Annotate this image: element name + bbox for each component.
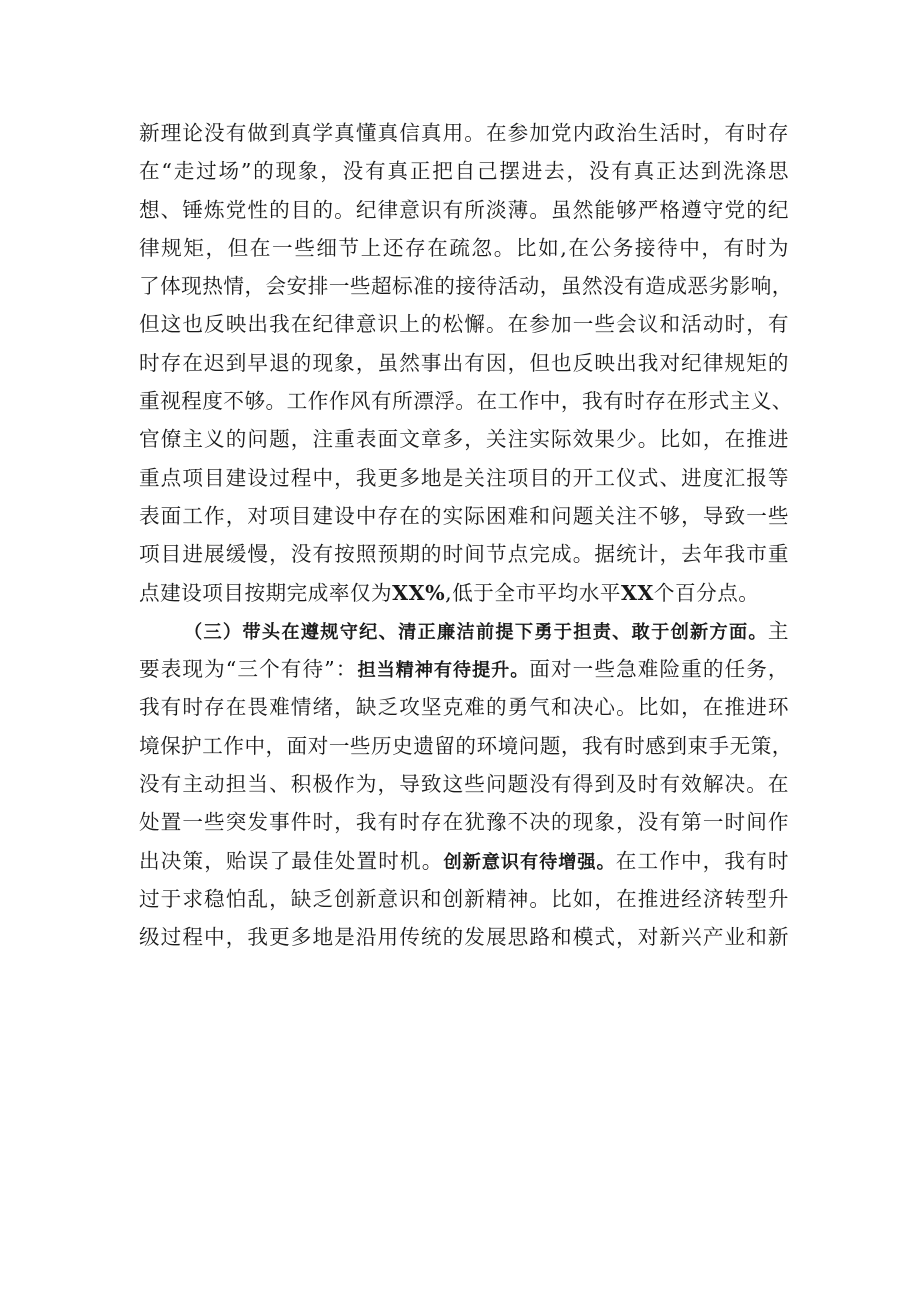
text-segment: 点建设项目按期完成率仅为 xyxy=(139,580,393,605)
section-heading-line xyxy=(139,612,789,650)
text-line: 时存在迟到早退的现象，虽然事出有因，但也反映出我对纪律规矩的 xyxy=(139,350,789,375)
text-line: 了体现热情，会安排一些超标准的接待活动，虽然没有造成恶劣影响， xyxy=(139,274,793,299)
text-line: 重点项目建设过程中，我更多地是关注项目的开工仪式、进度汇报等 xyxy=(139,465,789,490)
text-line: 在“走过场”的现象，没有真正把自己摆进去，没有真正达到洗涤思 xyxy=(139,159,789,184)
text-line: 处置一些突发事件时，我有时存在犹豫不决的现象，没有第一时间作 xyxy=(139,810,789,835)
text-line: 境保护工作中，面对一些历史遗留的环境问题，我有时感到束手无策， xyxy=(139,733,793,758)
text-line xyxy=(139,842,789,880)
text-line: 想、锤炼党性的目的。纪律意识有所淡薄。虽然能够严格遵守党的纪 xyxy=(139,197,789,222)
text-line xyxy=(139,650,789,688)
paragraph-end-line xyxy=(139,574,789,612)
section-heading: （三）带头在遵规守纪、清正廉洁前提下勇于担责、敢于创新方面。 xyxy=(184,621,768,643)
subheading-inline: 担当精神有待提升。 xyxy=(357,660,530,682)
text-line: 官僚主义的问题，注重表面文章多，关注实际效果少。比如，在推进 xyxy=(139,427,789,452)
text-segment: ,低于全市平均水平 xyxy=(445,580,621,605)
text-line: 表面工作，对项目建设中存在的实际困难和问题关注不够，导致一些 xyxy=(139,503,789,528)
placeholder-value: XX xyxy=(620,580,654,605)
text-segment: 个百分点。 xyxy=(653,580,760,605)
percentage-value: XX% xyxy=(392,580,446,605)
text-line: 过于求稳怕乱，缺乏创新意识和创新精神。比如，在推进经济转型升 xyxy=(139,886,789,911)
text-line: 级过程中，我更多地是沿用传统的发展思路和模式，对新兴产业和新 xyxy=(139,925,789,950)
text-line: 我有时存在畏难情绪，缺乏攻坚克难的勇气和决心。比如，在推进环 xyxy=(139,695,789,720)
text-line: 项目进展缓慢，没有按照预期的时间节点完成。据统计，去年我市重 xyxy=(139,542,789,567)
text-line: 重视程度不够。工作作风有所漂浮。在工作中，我有时存在形式主义、 xyxy=(139,389,793,414)
text-segment: 要表现为“三个有待”： xyxy=(139,657,358,682)
text-segment: 主 xyxy=(767,618,789,643)
text-line: 但这也反映出我在纪律意识上的松懈。在参加一些会议和活动时，有 xyxy=(139,312,789,337)
text-segment: 在工作中，我有时 xyxy=(615,848,790,873)
text-segment: 出决策，贻误了最佳处置时机。 xyxy=(139,848,444,873)
text-segment: 面对一些急难险重的任务， xyxy=(529,657,790,682)
text-line: 没有主动担当、积极作为，导致这些问题没有得到及时有效解决。在 xyxy=(139,772,789,797)
text-line: 律规矩，但在一些细节上还存在疏忽。比如,在公务接待中，有时为 xyxy=(139,235,789,260)
text-line: 新理论没有做到真学真懂真信真用。在参加党内政治生活时，有时存 xyxy=(139,121,789,145)
document-body xyxy=(139,114,793,957)
subheading-inline: 创新意识有待增强。 xyxy=(443,851,616,873)
